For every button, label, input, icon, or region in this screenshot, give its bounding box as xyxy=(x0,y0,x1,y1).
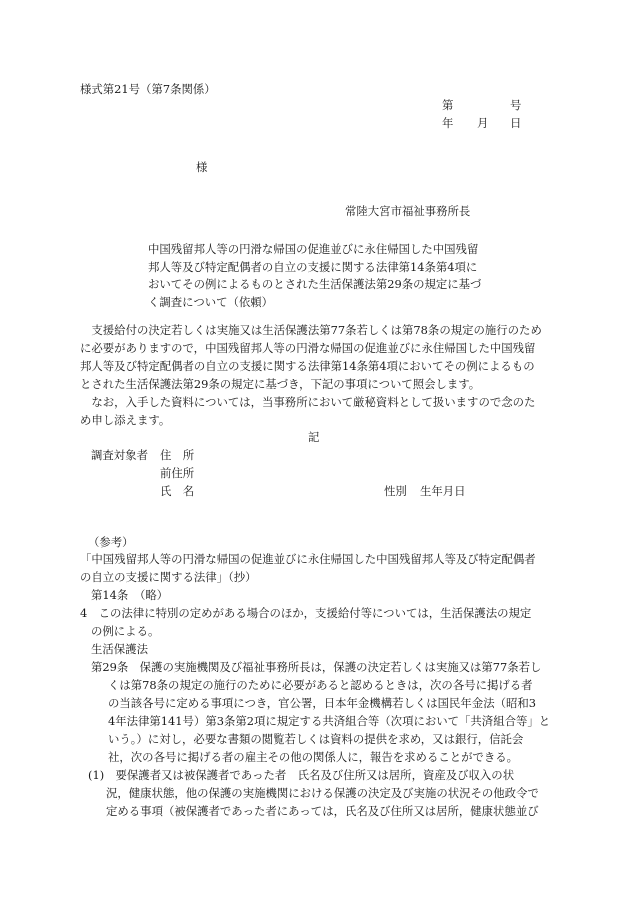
number-label: 第 xyxy=(442,98,454,112)
subject-line: 邦人等及び特定配偶者の自立の支援に関する法律第14条第4項に xyxy=(148,259,478,274)
article-line: の当該各号に定める事項につき，官公署，日本年金機構若しくは国民年金法（昭和3 xyxy=(108,696,537,710)
article-line: いう。）に対し，必要な書類の閲覧若しくは資料の提供を求め，又は銀行，信託会 xyxy=(108,732,524,746)
subject-line: く調査について（依頼） xyxy=(148,294,274,309)
previous-address-label: 前住所 xyxy=(160,466,195,480)
body-line: め申し添えます。 xyxy=(80,413,171,427)
article-29 xyxy=(91,658,551,766)
article-line: 4年法律第141号）第3条第2項に規定する共済組合等（次項において「共済組合等」と xyxy=(108,714,551,728)
clause-line: 4 この法律に特別の定めがある場合のほか，支援給付等については，生活保護法の規定 xyxy=(80,606,532,620)
body-line: 支援給付の決定若しくは実施又は生活保護法第77条若しくは第78条の規定の施行のため xyxy=(80,323,542,337)
addressee-suffix: 様 xyxy=(196,160,208,174)
sex-label: 性別 xyxy=(384,484,407,498)
reference-heading: （参考） xyxy=(88,535,134,549)
birthdate-label: 生年月日 xyxy=(420,484,466,498)
sender-name: 常陸大宮市福祉事務所長 xyxy=(345,204,471,218)
article-line: くは第78条の規定の施行のために必要があると認めるときは，次の各号に掲げる者 xyxy=(108,678,533,692)
law2-title: 生活保護法 xyxy=(91,642,148,656)
clause-line: の例による。 xyxy=(91,624,160,638)
law1-title xyxy=(80,550,550,586)
body-line: 邦人等及び特定配偶者の自立の支援に関する法律第14条第4項においてその例によるもの xyxy=(80,359,535,373)
body-line: とされた生活保護法第29条の規定に基づき，下記の事項について照会します。 xyxy=(80,377,481,391)
law1-title-line: の自立の支援に関する法律」（抄） xyxy=(80,570,257,584)
address-label: 住 所 xyxy=(160,448,195,462)
day-label: 日 xyxy=(510,116,522,130)
ki-heading: 記 xyxy=(308,430,320,444)
law1-title-line: 「中国残留邦人等の円滑な帰国の促進並びに永住帰国した中国残留邦人等及び特定配偶者 xyxy=(80,552,536,566)
month-label: 月 xyxy=(477,116,489,130)
article-line: 第29条 保護の実施機関及び福祉事務所長は，保護の決定若しくは実施又は第77条若し xyxy=(91,660,542,674)
form-number: 様式第21号（第7条関係） xyxy=(80,82,216,96)
subject-line: おいてその例によるものとされた生活保護法第29条の規定に基づ xyxy=(148,277,482,291)
body-line: に必要がありますので，中国残留邦人等の円滑な帰国の促進並びに永住帰国した中国残留 xyxy=(80,341,536,355)
item-line: 況，健康状態，他の保護の実施機関における保護の決定及び実施の状況その他政令で xyxy=(106,786,539,800)
subject-block xyxy=(148,241,490,311)
subject-line: 中国残留邦人等の円滑な帰国の促進並びに永住帰国した中国残留 xyxy=(148,242,479,256)
item-1 xyxy=(88,766,552,820)
number-suffix: 号 xyxy=(510,98,522,112)
article-line: 社，次の各号に掲げる者の雇主その他の関係人に，報告を求めることができる。 xyxy=(108,750,519,764)
year-label: 年 xyxy=(442,116,454,130)
item-line: 定める事項（被保護者であった者にあっては，氏名及び住所又は居所，健康状態並び xyxy=(106,804,539,818)
clause-4 xyxy=(80,604,550,640)
item-line: (1) 要保護者又は被保護者であった者 氏名及び住所又は居所，資産及び収入の状 xyxy=(88,768,515,782)
article-14: 第14条 （略） xyxy=(91,588,169,602)
body-line: なお，入手した資料については，当事務所において厳秘資料として扱いますので念のた xyxy=(80,395,536,409)
target-label: 調査対象者 xyxy=(91,448,148,462)
body-paragraph-1 xyxy=(80,321,550,429)
name-label: 氏 名 xyxy=(160,484,195,498)
